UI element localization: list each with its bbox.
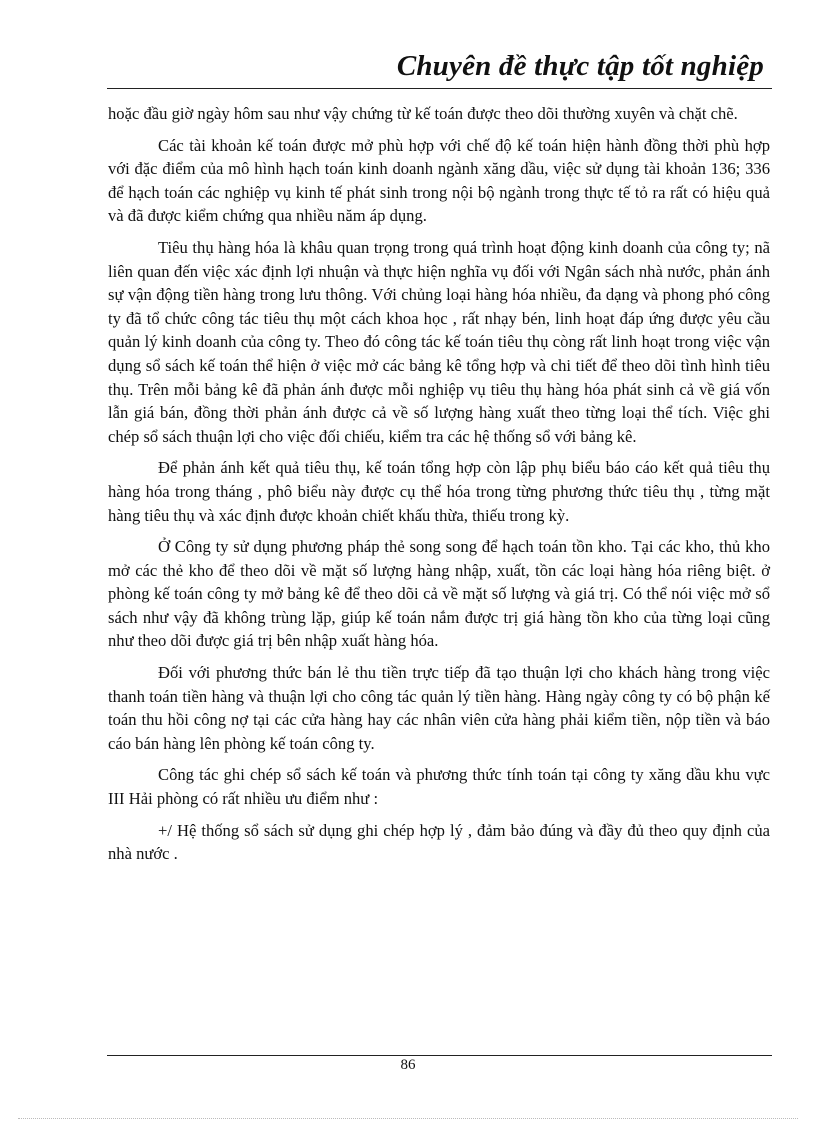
paragraph-5: Ở Công ty sử dụng phương pháp thẻ song song để hạch toán tồn kho. Tại các kho, thủ kho mở các thẻ kho để theo dõi về mặt số lượng hàng nhập, xuất, tồn các loại hàng hóa riêng biệt. ở phòng kế toán công ty mở bảng kê để theo dõi cả về mặt số lượng và giá trị. Có thể nói việc mở sổ sách như vậy đã không trùng lặp, giúp kế toán nắm được trị giá hàng tồn kho của từng loại cũng như theo dõi được giá trị bên nhập xuất hàng hóa. bbox=[108, 537, 770, 651]
page-edge-divider bbox=[18, 1118, 798, 1119]
paragraph-3: Tiêu thụ hàng hóa là khâu quan trọng trong quá trình hoạt động kinh doanh của công ty; nã liên quan đến việc xác định lợi nhuận và thực hiện nghĩa vụ đối với Ngân sách nhà nước, phản ánh sự vận động tiền hàng trong lưu thông. Với chủng loại hàng hóa nhiều, đa dạng và phong phó công ty đã tổ chức công tác tiêu thụ một cách khoa học , rất nhạy bén, linh hoạt đáp ứng được yêu cầu quản lý kinh doanh của công ty. Theo đó công tác kế toán tiêu thụ còng rất linh hoạt trong việc vận dụng sổ sách kế toán thể hiện ở việc mở các bảng kê tổng hợp và chi tiết để theo dõi tình hình tiêu thụ. Trên mỗi bảng kê đã phản ánh được mỗi nghiệp vụ tiêu thụ hàng hóa phát sinh cả về giá vốn lẫn giá bán, đồng thời phản ánh được cả về số lượng hàng xuất theo từng loại thể tích. Việc ghi chép sổ sách thuận lợi cho việc đối chiếu, kiểm tra các hệ thống sổ với bảng kê. bbox=[108, 237, 770, 446]
paragraph-4: Để phản ánh kết quả tiêu thụ, kế toán tổng hợp còn lập phụ biểu báo cáo kết quả tiêu thụ hàng hóa trong tháng , phô biểu này được cụ thể hóa trong từng phương thức tiêu thụ , từng mặt hàng tiêu thụ và xác định được khoản chiết khấu thừa, thiếu trong kỳ. bbox=[108, 458, 770, 525]
page-number: 86 bbox=[400, 1057, 416, 1073]
footer-rule bbox=[107, 1055, 772, 1056]
paragraph-1: hoặc đầu giờ ngày hôm sau như vậy chứng từ kế toán được theo dõi thường xuyên và chặt chẽ. bbox=[108, 104, 738, 123]
paragraph-7: Công tác ghi chép sổ sách kế toán và phương thức tính toán tại công ty xăng dầu khu vực III Hải phòng có rất nhiều ưu điểm như : bbox=[108, 765, 770, 809]
paragraph-8: +/ Hệ thống sổ sách sử dụng ghi chép hợp lý , đảm bảo đúng và đầy đủ theo quy định của nhà nước . bbox=[108, 820, 770, 864]
body-text bbox=[108, 102, 770, 874]
header-rule bbox=[107, 88, 772, 89]
paragraph-6: Đối với phương thức bán lẻ thu tiền trực tiếp đã tạo thuận lợi cho khách hàng trong việc thanh toán tiền hàng và thuận lợi cho công tác quản lý tiền hàng. Hàng ngày công ty có bộ phận kế toán thu hồi công nợ tại các cửa hàng hay các nhân viên cửa hàng phải kiểm tiền, nộp tiền và báo cáo bán hàng lên phòng kế toán công ty. bbox=[108, 663, 770, 753]
header-title: Chuyên đề thực tập tốt nghiệp bbox=[396, 50, 764, 82]
paragraph-2: Các tài khoản kế toán được mở phù hợp với chế độ kế toán hiện hành đồng thời phù hợp với đặc điểm của mô hình hạch toán kinh doanh ngành xăng dầu, việc sử dụng tài khoản 136; 336 để hạch toán các nghiệp vụ kinh tế phát sinh trong nội bộ ngành trong thực tế tỏ ra rất có hiệu quả và đã được kiểm chứng qua nhiều năm áp dụng. bbox=[108, 135, 770, 226]
